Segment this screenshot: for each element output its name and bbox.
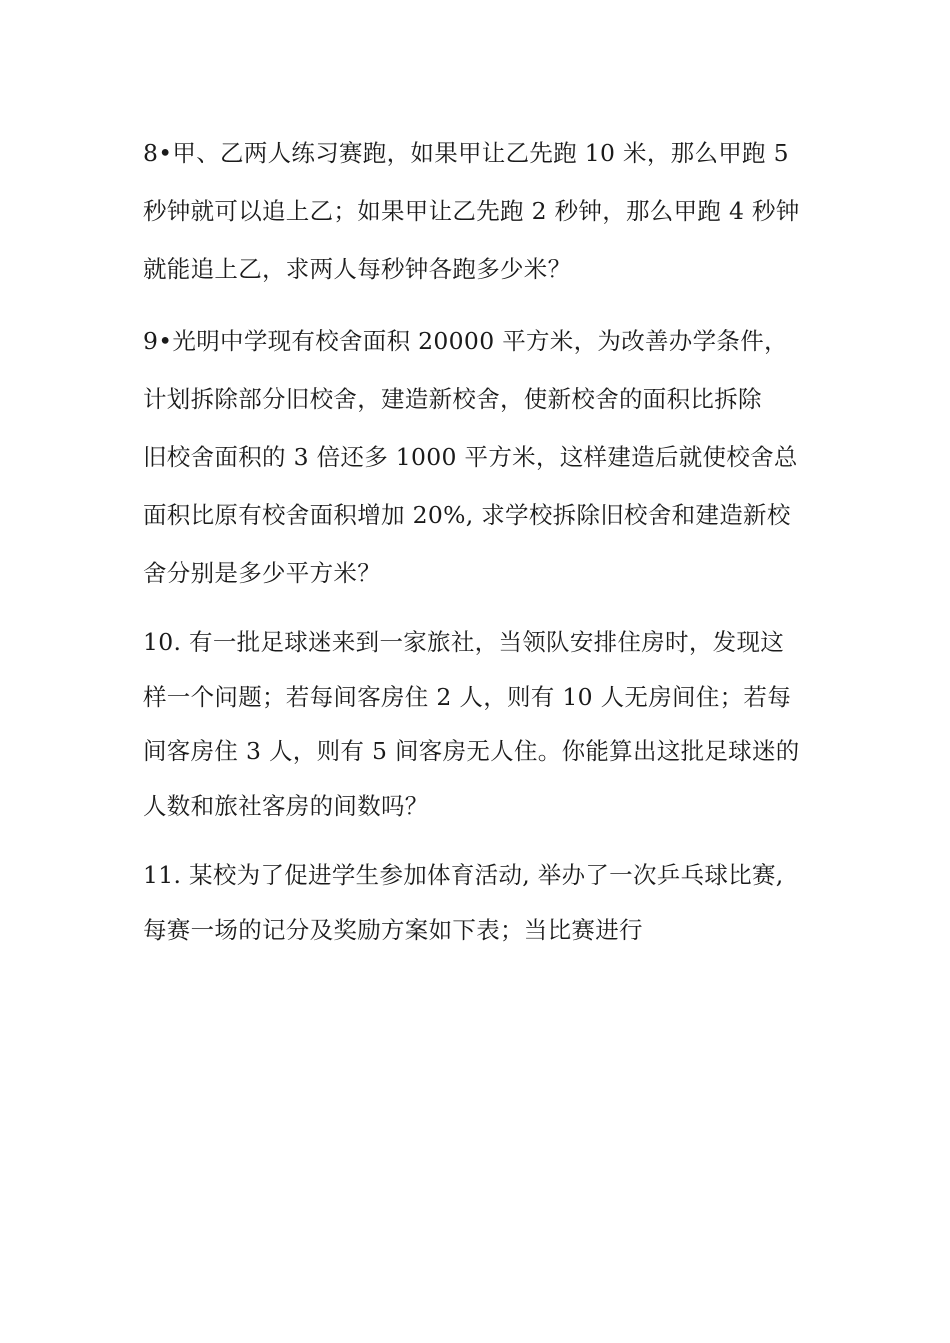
problem-line: 面积比原有校舍面积增加 20%, 求学校拆除旧校舍和建造新校: [143, 501, 791, 529]
problem-line: 8•甲、乙两人练习赛跑，如果甲让乙先跑 10 米，那么甲跑 5: [143, 139, 789, 167]
problem-line: 11. 某校为了促进学生参加体育活动, 举办了一次乒乓球比赛,: [143, 861, 784, 889]
problem-line: 人数和旅社客房的间数吗？: [143, 791, 429, 820]
problem-11: [143, 848, 813, 957]
problem-line: 间客房住 3 人，则有 5 间客房无人住。你能算出这批足球迷的: [143, 737, 800, 765]
problem-line: 10. 有一批足球迷来到一家旅社，当领队安排住房时，发现这: [143, 628, 785, 656]
problem-line: 旧校舍面积的 3 倍还多 1000 平方米，这样建造后就使校舍总: [143, 443, 798, 471]
problem-line: 秒钟就可以追上乙；如果甲让乙先跑 2 秒钟，那么甲跑 4 秒钟: [143, 197, 800, 225]
problem-line: 就能追上乙，求两人每秒钟各跑多少米？: [143, 255, 572, 283]
problem-10: [143, 615, 813, 833]
problem-8: [143, 124, 813, 298]
problem-line: 计划拆除部分旧校舍，建造新校舍，使新校舍的面积比拆除: [143, 385, 762, 413]
problem-9: [143, 312, 813, 602]
problem-line: 样一个问题；若每间客房住 2 人，则有 10 人无房间住；若每: [143, 682, 792, 711]
problem-line: 每赛一场的记分及奖励方案如下表；当比赛进行: [143, 915, 643, 944]
problem-line: 舍分别是多少平方米？: [143, 559, 381, 587]
problem-line: 9•光明中学现有校舍面积 20000 平方米，为改善办学条件，: [143, 327, 788, 355]
